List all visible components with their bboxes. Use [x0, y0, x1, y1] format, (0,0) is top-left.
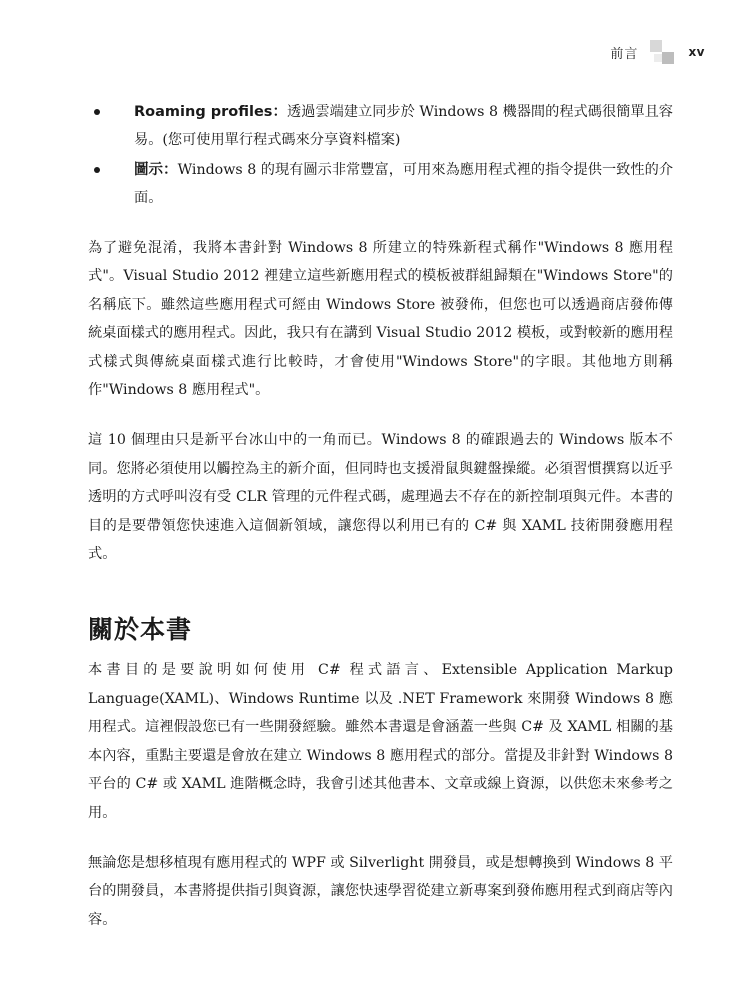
page-header	[610, 38, 705, 66]
paragraph-ten-reasons: 這 10 個理由只是新平台冰山中的一角而已。Windows 8 的確跟過去的 Windows 版本不同。您將必須使用以觸控為主的新介面，但同時也支援滑鼠與鍵盤操縱。必須習慣撰寫以近乎透明的方式呼叫沒有受 CLR 管理的元件程式碼，處理過去不存在的新控制項與元件。本書的目的是要帶領您快速進入這個新領域，讓您得以利用已有的 C# 與 XAML 技術開發應用程式。	[88, 432, 673, 563]
page-content	[88, 98, 673, 934]
bullet-dot-icon	[94, 167, 100, 173]
bullet-text: Windows 8 的現有圖示非常豐富，可用來為應用程式裡的指令提供一致性的介面。	[134, 162, 674, 206]
bullet-dot-icon	[94, 109, 100, 115]
paragraph-naming-convention: 為了避免混淆，我將本書針對 Windows 8 所建立的特殊新程式稱作"Windows 8 應用程式"。Visual Studio 2012 裡建立這些新應用程式的模板被群組歸類在"Windows Store"的名稱底下。雖然這些應用程式可經由 Windows Store 被發佈，但您也可以透過商店發佈傳統桌面樣式的應用程式。因此，我只有在講到 Visual Studio 2012 模板，或對較新的應用程式樣式與傳統桌面樣式進行比較時，才會使用"Windows Store"的字眼。其他地方則稱作"Windows 8 應用程式"。	[88, 240, 673, 399]
bullet-item-icons	[88, 156, 673, 212]
section-heading: 關於本書	[88, 615, 193, 645]
paragraph-audience: 無論您是想移植現有應用程式的 WPF 或 Silverlight 開發員，或是想轉換到 Windows 8 平台的開發員，本書將提供指引與資源，讓您快速學習從建立新專案到發佈應用程式到商店等內容。	[88, 854, 673, 928]
page-number: xv	[688, 45, 705, 59]
bullet-text: 透過雲端建立同步於 Windows 8 機器間的程式碼很簡單且容易。(您可使用單行程式碼來分享資料檔案)	[134, 104, 673, 148]
bullet-item-roaming-profiles	[88, 98, 673, 154]
bullet-term: 圖示：	[134, 162, 178, 178]
bullet-term: Roaming profiles：	[134, 104, 287, 120]
running-header-title: 前言	[610, 46, 639, 62]
feature-bullet-list	[88, 98, 673, 212]
header-decoration-squares	[650, 40, 676, 64]
paragraph-book-purpose: 本書目的是要說明如何使用 C# 程式語言、Extensible Application Markup Language(XAML)、Windows Runtime 以及 .NET Framework 來開發 Windows 8 應用程式。這裡假設您已有一些開發經驗。雖然本書還是會涵蓋一些與 C# 及 XAML 相關的基本內容，重點主要還是會放在建立 Windows 8 應用程式的部分。當提及非針對 Windows 8 平台的 C# 或 XAML 進階概念時，我會引述其他書本、文章或線上資源，以供您未來參考之用。	[88, 662, 673, 821]
